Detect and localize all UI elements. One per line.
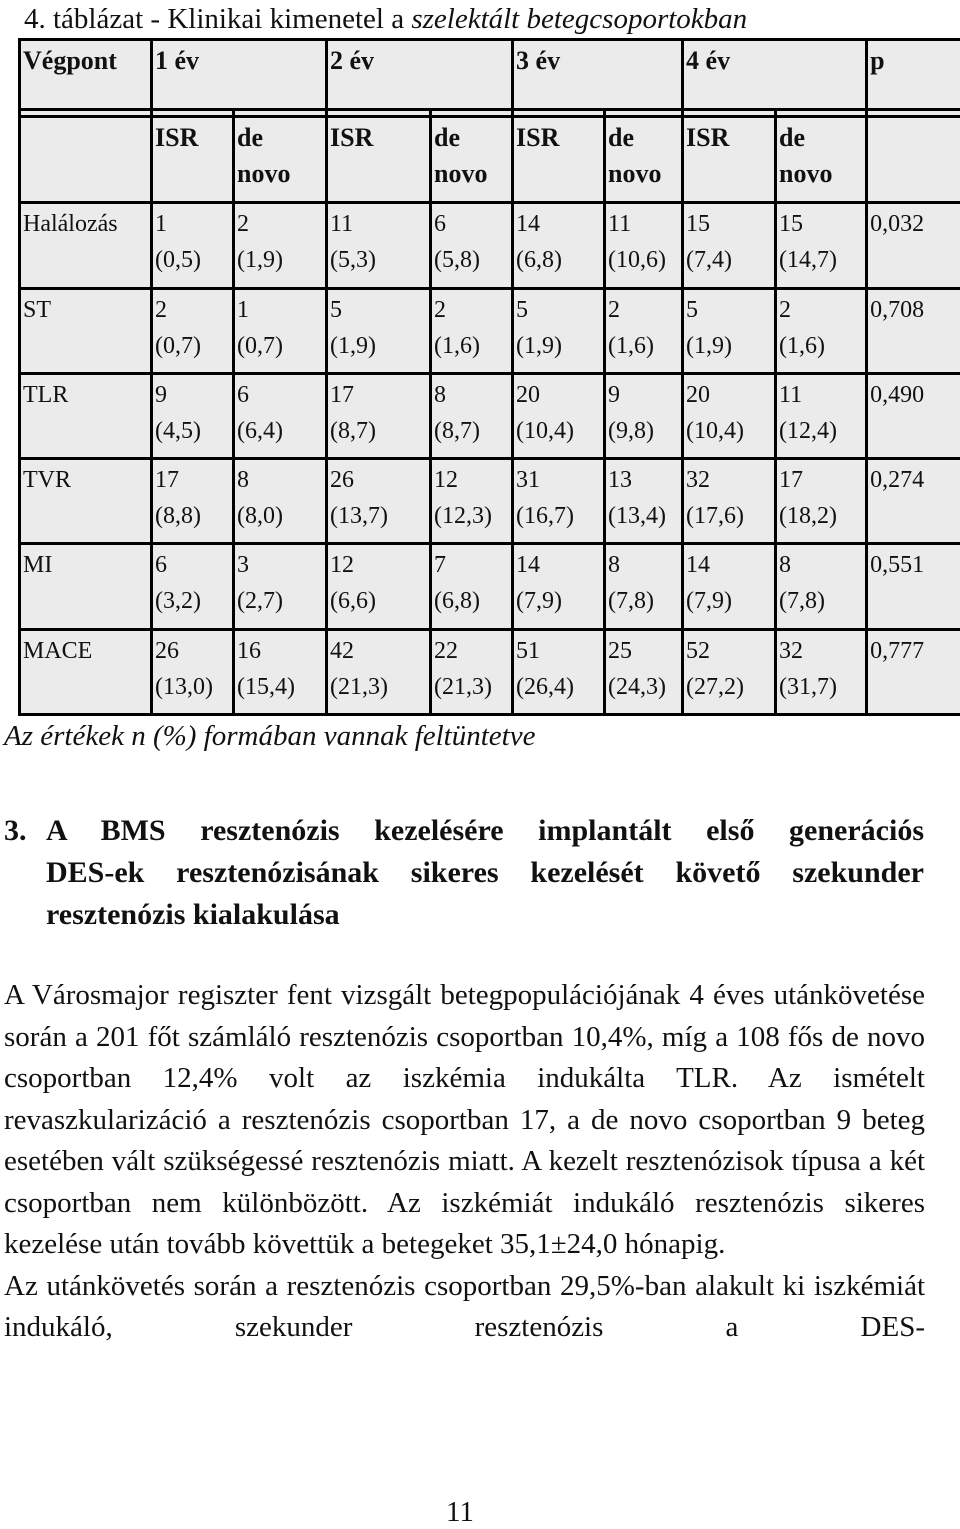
caption-italic: szelektált betegcsoportokban [411,3,747,35]
cell-percent: (1,9) [516,328,603,364]
cell-percent: (24,3) [608,669,681,705]
p-value-cell: 0,032 [867,203,960,288]
table-cell [776,459,867,544]
cell-percent: (27,2) [686,669,774,705]
table-cell [152,629,234,714]
table-cell [513,544,605,629]
subheader-cell [234,117,327,203]
cell-percent: (1,9) [686,328,774,364]
p-value-cell: 0,708 [867,288,960,373]
spacer-cell [605,110,683,117]
table-cell [683,629,776,714]
table-spacer-row [20,110,960,117]
cell-count: 32 [779,633,865,669]
cell-count: 2 [779,292,865,328]
section-title-line1: A BMS resztenózis kezelésére implantált első generációs [46,814,924,847]
cell-percent: (8,7) [434,413,511,449]
subheader-text: ISR [516,120,603,156]
cell-count: 32 [686,462,774,498]
cell-count: 2 [434,292,511,328]
table-cell [234,544,327,629]
header-cell: 1 év [152,40,327,110]
cell-percent: (8,7) [330,413,429,449]
cell-count: 17 [330,377,429,413]
table-header-row [20,40,960,110]
row-label: MACE [20,629,152,714]
cell-percent: (12,4) [779,413,865,449]
cell-count: 9 [608,377,681,413]
cell-percent: (6,4) [237,413,325,449]
cell-count: 11 [608,206,681,242]
cell-percent: (7,9) [686,583,774,619]
cell-percent: (6,8) [434,583,511,619]
cell-count: 2 [237,206,325,242]
cell-count: 8 [779,547,865,583]
cell-percent: (10,4) [686,413,774,449]
table-cell [431,459,513,544]
table-cell [234,629,327,714]
cell-percent: (21,3) [330,669,429,705]
cell-count: 14 [516,206,603,242]
cell-percent: (26,4) [516,669,603,705]
cell-percent: (13,4) [608,498,681,534]
cell-percent: (1,6) [608,328,681,364]
cell-count: 14 [516,547,603,583]
subheader-text: novo [608,156,681,192]
cell-count: 2 [155,292,232,328]
cell-percent: (8,0) [237,498,325,534]
table-cell [513,288,605,373]
table-cell [776,203,867,288]
spacer-cell [867,110,960,117]
cell-count: 15 [779,206,865,242]
cell-count: 5 [686,292,774,328]
cell-count: 20 [686,377,774,413]
cell-count: 20 [516,377,603,413]
table-cell [683,544,776,629]
subheader-cell [513,117,605,203]
table-cell [152,288,234,373]
table-cell [431,629,513,714]
cell-count: 14 [686,547,774,583]
subheader-text: ISR [686,120,774,156]
table-row [20,288,960,373]
header-cell: p [867,40,960,110]
cell-percent: (13,0) [155,669,232,705]
table-cell [683,288,776,373]
subheader-text: ISR [155,120,232,156]
spacer-cell [327,110,431,117]
cell-percent: (17,6) [686,498,774,534]
cell-percent: (7,4) [686,242,774,278]
cell-count: 15 [686,206,774,242]
cell-percent: (12,3) [434,498,511,534]
table-cell [234,459,327,544]
cell-count: 11 [330,206,429,242]
cell-count: 42 [330,633,429,669]
subheader-cell [152,117,234,203]
table-cell [776,544,867,629]
cell-count: 5 [516,292,603,328]
table-cell [327,373,431,458]
row-label: TLR [20,373,152,458]
spacer-cell [683,110,776,117]
cell-count: 17 [155,462,232,498]
cell-percent: (9,8) [608,413,681,449]
table-row [20,203,960,288]
table-caption [24,2,747,36]
spacer-cell [234,110,327,117]
spacer-cell [152,110,234,117]
table-cell [234,288,327,373]
cell-count: 5 [330,292,429,328]
subheader-text: ISR [330,120,429,156]
cell-percent: (15,4) [237,669,325,705]
table-cell [605,459,683,544]
spacer-cell [513,110,605,117]
table-row [20,629,960,714]
cell-percent: (0,5) [155,242,232,278]
table-cell [431,288,513,373]
table-cell [327,544,431,629]
table-cell [605,544,683,629]
cell-percent: (2,7) [237,583,325,619]
cell-percent: (1,9) [237,242,325,278]
table-cell [513,459,605,544]
cell-percent: (16,7) [516,498,603,534]
table-cell [605,373,683,458]
cell-percent: (8,8) [155,498,232,534]
cell-percent: (10,4) [516,413,603,449]
table-note: Az értékek n (%) formában vannak feltüntetve [4,720,535,753]
page-number: 11 [446,1496,474,1529]
section-number: 3. [4,810,46,852]
table-cell [327,203,431,288]
spacer-cell [20,110,152,117]
cell-percent: (18,2) [779,498,865,534]
table-cell [234,373,327,458]
cell-count: 26 [330,462,429,498]
table-row [20,459,960,544]
cell-percent: (5,3) [330,242,429,278]
cell-percent: (7,9) [516,583,603,619]
subheader-empty-cell [20,117,152,203]
cell-percent: (7,8) [608,583,681,619]
cell-count: 16 [237,633,325,669]
table-cell [327,629,431,714]
section-title-rest: DES-ek resztenózisának sikeres kezelését követő szekunder resztenózis kialakulása [4,852,924,936]
table-row [20,373,960,458]
cell-count: 7 [434,547,511,583]
table-cell [776,288,867,373]
cell-count: 9 [155,377,232,413]
table-cell [431,544,513,629]
cell-percent: (10,6) [608,242,681,278]
cell-count: 22 [434,633,511,669]
cell-count: 8 [434,377,511,413]
subheader-cell [683,117,776,203]
subheader-cell [327,117,431,203]
cell-count: 31 [516,462,603,498]
subheader-cell [605,117,683,203]
cell-count: 12 [434,462,511,498]
cell-percent: (21,3) [434,669,511,705]
subheader-text: de [608,120,681,156]
cell-percent: (0,7) [155,328,232,364]
paragraph: A Városmajor regiszter fent vizsgált betegpopulációjának 4 éves utánkövetése során a 201 főt számláló resztenózis csoportban 10,4%, míg a 108 fős de novo csoportban 12,4% volt az iszkémia indukálta TLR. Az ismételt revaszkularizáció a resztenózis csoportban 17, a de novo csoportban 9 beteg esetében vált szükségessé resztenózis miatt. A kezelt resztenózisok típusa a két csoportban nem különbözött. Az iszkémiát indukáló resztenózis sikeres kezelése után tovább követtük a betegeket 35,1±24,0 hónapig. [4,975,925,1266]
spacer-cell [431,110,513,117]
table-cell [152,373,234,458]
table-cell [513,629,605,714]
subheader-text: de [237,120,325,156]
p-value-cell: 0,274 [867,459,960,544]
subheader-p-cell [867,117,960,203]
cell-count: 17 [779,462,865,498]
subheader-cell [431,117,513,203]
cell-count: 26 [155,633,232,669]
table-cell [327,288,431,373]
cell-count: 13 [608,462,681,498]
table-cell [776,629,867,714]
table-cell [327,459,431,544]
caption-prefix: 4. táblázat - Klinikai kimenetel a [24,3,411,35]
header-cell: Végpont [20,40,152,110]
cell-percent: (6,6) [330,583,429,619]
cell-count: 6 [434,206,511,242]
cell-percent: (6,8) [516,242,603,278]
table-cell [513,373,605,458]
table-cell [683,459,776,544]
header-cell: 4 év [683,40,867,110]
cell-percent: (7,8) [779,583,865,619]
row-label: MI [20,544,152,629]
cell-count: 2 [608,292,681,328]
row-label: TVR [20,459,152,544]
cell-count: 8 [237,462,325,498]
subheader-text: novo [434,156,511,192]
subheader-text: novo [779,156,865,192]
cell-percent: (1,6) [434,328,511,364]
table-cell [431,203,513,288]
table-cell [431,373,513,458]
subheader-text: de [434,120,511,156]
cell-count: 25 [608,633,681,669]
p-value-cell: 0,777 [867,629,960,714]
header-cell: 2 év [327,40,513,110]
table-cell [683,373,776,458]
cell-percent: (3,2) [155,583,232,619]
table-cell [152,459,234,544]
table-cell [776,373,867,458]
table-cell [234,203,327,288]
table-cell [152,203,234,288]
cell-count: 8 [608,547,681,583]
table-row [20,544,960,629]
section-heading [4,810,924,936]
table-cell [513,203,605,288]
row-label: Halálozás [20,203,152,288]
body-text [4,975,925,1349]
cell-count: 12 [330,547,429,583]
cell-percent: (4,5) [155,413,232,449]
header-cell: 3 év [513,40,683,110]
cell-count: 51 [516,633,603,669]
table-cell [605,629,683,714]
cell-count: 1 [237,292,325,328]
row-label: ST [20,288,152,373]
cell-percent: (0,7) [237,328,325,364]
spacer-cell [776,110,867,117]
cell-count: 1 [155,206,232,242]
table-cell [605,288,683,373]
table-cell [605,203,683,288]
cell-percent: (14,7) [779,242,865,278]
cell-count: 6 [237,377,325,413]
p-value-cell: 0,551 [867,544,960,629]
table-cell [683,203,776,288]
table-subheader-row [20,117,960,203]
p-value-cell: 0,490 [867,373,960,458]
cell-percent: (31,7) [779,669,865,705]
subheader-text: de [779,120,865,156]
subheader-text: novo [237,156,325,192]
cell-percent: (5,8) [434,242,511,278]
cell-percent: (13,7) [330,498,429,534]
cell-count: 6 [155,547,232,583]
paragraph: Az utánkövetés során a resztenózis csoportban 29,5%-ban alakult ki iszkémiát indukáló, szekunder resztenózis a DES- [4,1266,925,1349]
table-cell [152,544,234,629]
clinical-outcome-table [18,38,960,716]
cell-percent: (1,6) [779,328,865,364]
cell-count: 11 [779,377,865,413]
cell-count: 3 [237,547,325,583]
cell-count: 52 [686,633,774,669]
cell-percent: (1,9) [330,328,429,364]
subheader-cell [776,117,867,203]
